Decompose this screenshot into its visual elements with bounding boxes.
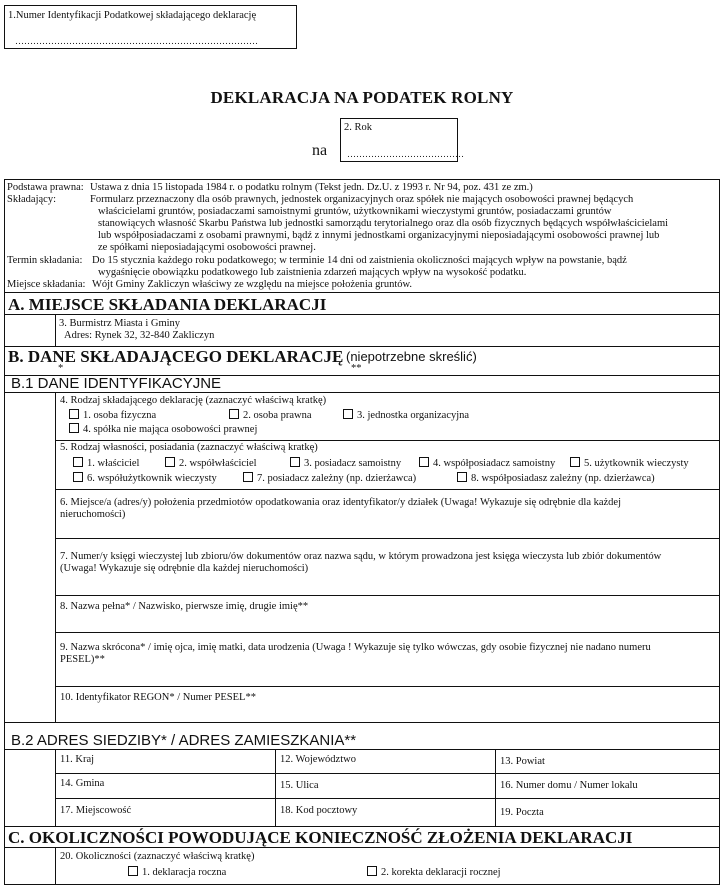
option-wspolposiadacz-zalezny[interactable] — [457, 472, 655, 485]
field-5-label: 5. Rodzaj własności, posiadania (zaznaczyć właściwą kratkę) — [60, 442, 318, 453]
divider — [55, 538, 720, 539]
divider — [4, 847, 720, 848]
section-b-title: B. DANE SKŁADAJĄCEGO DEKLARACJĘ — [8, 347, 344, 366]
field-6-label-cont: nieruchomości) — [60, 509, 126, 520]
divider — [4, 722, 720, 723]
star-legal-person: * — [58, 363, 64, 374]
field-6-input[interactable] — [56, 522, 718, 536]
filer-line: ze spółkami nieposiadającymi osobowości prawnej. — [98, 242, 316, 253]
option-label: 3. jednostka organizacyjna — [357, 410, 470, 421]
option-label: 1. właściciel — [87, 458, 140, 469]
divider — [55, 749, 56, 826]
place-text: Wójt Gminy Zakliczyn właściwy ze względu na miejsce położenia gruntów. — [92, 279, 413, 290]
basis-label: Podstawa prawna: — [7, 182, 84, 193]
option-label: 3. posiadacz samoistny — [304, 458, 402, 469]
checkbox[interactable] — [419, 457, 429, 467]
option-wspolposiadacz-samoistny[interactable] — [419, 457, 555, 470]
deadline-label: Termin składania: — [7, 255, 83, 266]
deadline-line: Do 15 stycznia każdego roku podatkowego; w terminie 14 dni od zaistnienia okoliczności mających wpływ na powstanie, bądź — [92, 255, 627, 266]
divider — [4, 749, 720, 750]
option-label: 5. użytkownik wieczysty — [584, 458, 689, 469]
field-20-label: 20. Okoliczności (zaznaczyć właściwą kratkę) — [60, 851, 255, 862]
year-box — [340, 118, 464, 162]
option-posiadacz-samoistny[interactable] — [290, 457, 401, 470]
field-19-poczta[interactable]: 19. Poczta — [500, 807, 544, 818]
option-label: 1. osoba fizyczna — [83, 410, 157, 421]
checkbox[interactable] — [570, 457, 580, 467]
field-7-label-cont: (Uwaga! Wykazuje się odrębnie dla każdej nieruchomości) — [60, 563, 309, 574]
checkbox[interactable] — [73, 472, 83, 482]
section-b1-title: B.1 DANE IDENTYFIKACYJNE — [11, 375, 222, 392]
option-jednostka-organizacyjna[interactable] — [343, 409, 469, 422]
checkbox[interactable] — [165, 457, 175, 467]
filer-line: lub współposiadaczami z osobami prawnymi, bądź z innymi jednostkami organizacyjnymi nieposiadającymi osobowości prawnej lub — [98, 230, 660, 241]
option-label: 4. spółka nie mająca osobowości prawnej — [83, 424, 258, 435]
checkbox[interactable] — [243, 472, 253, 482]
field-7-label: 7. Numer/y księgi wieczystej lub zbioru/ów dokumentów oraz nazwa sądu, w którym prowadzona jest księga wieczysta lub zbiór dokumentów — [60, 551, 662, 562]
field-10-label: 10. Identyfikator REGON* / Numer PESEL** — [60, 692, 256, 703]
year-prefix: na — [312, 142, 328, 159]
filer-line: właścicielami gruntów, posiadaczami samoistnymi gruntów, użytkownikami wieczystymi gruntów, posiadaczami gruntów — [98, 206, 612, 217]
basis-text: Ustawa z dnia 15 listopada 1984 r. o podatku rolnym (Tekst jedn. Dz.U. z 1993 r. Nr 94, poz. 431 ze zm.) — [90, 182, 533, 193]
field-9-label-cont: PESEL)** — [60, 654, 105, 665]
field-10-input[interactable] — [56, 705, 718, 720]
divider — [55, 632, 720, 633]
star-natural-person: ** — [351, 363, 362, 374]
section-b-note: (niepotrzebne skreślić) — [346, 349, 477, 364]
divider — [55, 773, 720, 774]
option-posiadacz-zalezny[interactable] — [243, 472, 416, 485]
divider — [55, 440, 720, 441]
field-13-powiat[interactable]: 13. Powiat — [500, 756, 545, 767]
checkbox[interactable] — [290, 457, 300, 467]
option-wspoluzytkownik-wieczysty[interactable] — [73, 472, 217, 485]
option-korekta-deklaracji[interactable] — [367, 866, 501, 879]
field-17-miejscowosc[interactable]: 17. Miejscowość — [60, 805, 132, 816]
option-label: 2. współwłaściciel — [179, 458, 257, 469]
nip-box — [4, 5, 297, 49]
divider — [55, 686, 720, 687]
option-osoba-fizyczna[interactable] — [69, 409, 156, 422]
section-b2-title: B.2 ADRES SIEDZIBY* / ADRES ZAMIESZKANIA** — [11, 732, 357, 749]
option-label: 6. współużytkownik wieczysty — [87, 473, 217, 484]
section-c-title: C. OKOLICZNOŚCI POWODUJĄCE KONIECZNOŚĆ ZŁOŻENIA DEKLARACJI — [8, 828, 633, 847]
divider — [55, 595, 720, 596]
year-input-line[interactable]: ………………………………… — [347, 149, 464, 159]
option-wspolwlasciciel[interactable] — [165, 457, 257, 470]
filer-line: Formularz przeznaczony dla osób prawnych, jednostek organizacyjnych oraz spółek nie mających osobowości prawnej będących — [90, 194, 634, 205]
checkbox[interactable] — [73, 457, 83, 467]
field-3-label: 3. Burmistrz Miasta i Gminy — [59, 318, 181, 329]
checkbox[interactable] — [128, 866, 138, 876]
divider — [55, 847, 56, 885]
field-8-input[interactable] — [56, 614, 718, 630]
field-9-label: 9. Nazwa skrócona* / imię ojca, imię matki, data urodzenia (Uwaga ! Wykazuje się tylko wówczas, gdy osobie fizycznej nie nadano numeru — [60, 642, 651, 653]
field-16-numer-domu[interactable]: 16. Numer domu / Numer lokalu — [500, 780, 638, 791]
option-label: 2. korekta deklaracji rocznej — [381, 867, 501, 878]
divider — [4, 314, 720, 315]
option-wlasciciel[interactable] — [73, 457, 139, 470]
checkbox[interactable] — [457, 472, 467, 482]
filer-label: Składający: — [7, 194, 56, 205]
divider — [55, 798, 720, 799]
field-9-input[interactable] — [56, 668, 718, 684]
field-3-address: Adres: Rynek 32, 32-840 Zakliczyn — [64, 330, 215, 341]
filer-line: stanowiących własność Skarbu Państwa lub jednostki samorządu terytorialnego oraz dla osób fizycznych będących współwłaścicielami — [98, 218, 669, 229]
option-label: 1. deklaracja roczna — [142, 867, 227, 878]
form-title: DEKLARACJA NA PODATEK ROLNY — [210, 88, 514, 107]
checkbox[interactable] — [229, 409, 239, 419]
option-label: 4. współposiadacz samoistny — [433, 458, 556, 469]
divider — [55, 489, 720, 490]
field-18-kod-pocztowy[interactable]: 18. Kod pocztowy — [280, 805, 358, 816]
nip-label: 1.Numer Identyfikacji Podatkowej składającego deklarację — [8, 10, 257, 21]
option-deklaracja-roczna[interactable] — [128, 866, 226, 879]
option-label: 2. osoba prawna — [243, 410, 312, 421]
field-12-wojewodztwo[interactable]: 12. Województwo — [280, 754, 356, 765]
deadline-line: wygaśnięcie obowiązku podatkowego lub zaistnienia zdarzeń mających wpływ na wysokość podatku. — [98, 267, 527, 278]
checkbox[interactable] — [69, 423, 79, 433]
option-label: 7. posiadacz zależny (np. dzierżawca) — [257, 473, 417, 484]
checkbox[interactable] — [343, 409, 353, 419]
divider — [495, 749, 496, 826]
field-6-label: 6. Miejsce/a (adres/y) położenia przedmiotów opodatkowania oraz identyfikator/y działek (Uwaga! Wykazuje się odrębnie dla każdej — [60, 497, 621, 508]
nip-input-line[interactable]: ……………………………………………………………………… — [15, 36, 258, 46]
divider — [275, 749, 276, 826]
option-uzytkownik-wieczysty[interactable] — [570, 457, 689, 470]
divider — [55, 314, 56, 346]
checkbox[interactable] — [69, 409, 79, 419]
field-14-gmina[interactable]: 14. Gmina — [60, 778, 105, 789]
option-osoba-prawna[interactable] — [229, 409, 312, 422]
section-a-title: A. MIEJSCE SKŁADANIA DEKLARACJI — [8, 295, 327, 314]
option-label: 8. współposiadasz zależny (np. dzierżawca) — [471, 473, 655, 484]
year-label: 2. Rok — [344, 122, 373, 133]
divider — [4, 392, 720, 393]
field-11-kraj[interactable]: 11. Kraj — [60, 754, 95, 765]
divider — [4, 292, 720, 293]
option-spolka[interactable] — [69, 423, 257, 436]
field-4-label: 4. Rodzaj składającego deklarację (zaznaczyć właściwą kratkę) — [60, 395, 327, 406]
place-label: Miejsce składania: — [7, 279, 86, 290]
field-8-label: 8. Nazwa pełna* / Nazwisko, pierwsze imię, drugie imię** — [60, 601, 309, 612]
checkbox[interactable] — [367, 866, 377, 876]
field-15-ulica[interactable]: 15. Ulica — [280, 780, 319, 791]
divider — [4, 826, 720, 827]
field-7-input[interactable] — [56, 577, 718, 593]
